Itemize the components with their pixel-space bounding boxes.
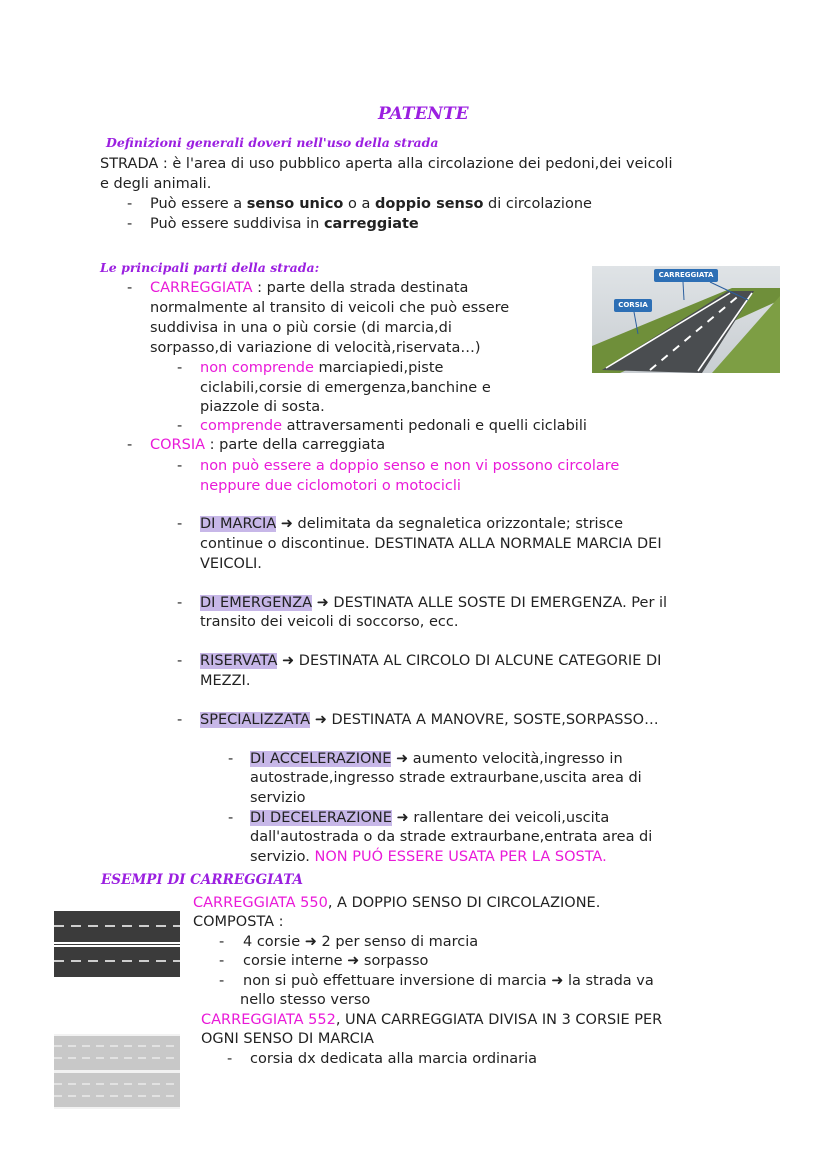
parts-heading: Le principali parti della strada: [100,260,320,275]
esempio-bullet-4-corsie: 4 corsie ➜ 2 per senso di marcia [243,934,479,950]
page-title: PATENTE [378,104,469,124]
riservata-line2: MEZZI. [200,673,251,689]
carreggiata-def-line4: sorpasso,di variazione di velocità,riservata…) [150,340,481,356]
decelerazione-line2: dall'autostrada o da strade extraurbane,entrata area di [250,829,653,845]
strada-bullet-carreggiate: Può essere suddivisa in carreggiate [150,216,419,232]
composta-label: COMPOSTA : [193,914,284,930]
strada-definition-line2: e degli animali. [100,176,212,192]
di-marcia-line1: DI MARCIA ➜ delimitata da segnaletica orizzontale; strisce [200,516,624,532]
carreggiata-def-line3: suddivisa in una o più corsie (di marcia,di [150,320,452,336]
decelerazione-line3: servizio. NON PUÓ ESSERE USATA PER LA SOSTA. [250,849,607,865]
strada-bullet-senso: Può essere a senso unico o a doppio senso di circolazione [150,196,592,212]
corsia-note-line2: neppure due ciclomotori o motocicli [200,478,461,494]
esempio-bullet-inversione-line2: nello stesso verso [240,992,371,1008]
non-comprende-line3: piazzole di sosta. [200,399,325,415]
esempio-bullet-corsia-dx: corsia dx dedicata alla marcia ordinaria [250,1051,538,1067]
non-comprende-line2: ciclabili,corsie di emergenza,banchine e [200,380,491,396]
image-label-carreggiata: CARREGGIATA [658,271,714,279]
decelerazione-line1: DI DECELERAZIONE ➜ rallentare dei veicoli,uscita [250,810,610,826]
image-label-corsia: CORSIA [618,301,648,309]
esempi-heading: ESEMPI DI CARREGGIATA [101,872,303,888]
di-marcia-line3: VEICOLI. [200,556,262,572]
riservata-line1: RISERVATA ➜ DESTINATA AL CIRCOLO DI ALCUNE CATEGORIE DI [200,653,662,669]
comprende-line: comprende attraversamenti pedonali e quelli ciclabili [200,418,587,434]
carreggiata-552-line2: OGNI SENSO DI MARCIA [201,1031,374,1047]
corsia-note-line1: non può essere a doppio senso e non vi possono circolare [200,458,620,474]
carreggiata-def-line1: CARREGGIATA : parte della strada destinata [150,280,469,296]
accelerazione-line3: servizio [250,790,306,806]
carreggiata-552-illustration [54,1034,180,1109]
strada-definition-line1: STRADA : è l'area di uso pubblico aperta alla circolazione dei pedoni,dei veicoli [100,156,673,172]
non-comprende-line1: non comprende marciapiedi,piste [200,360,444,376]
accelerazione-line1: DI ACCELERAZIONE ➜ aumento velocità,ingresso in [250,751,623,767]
esempio-bullet-corsie-interne: corsie interne ➜ sorpasso [243,953,429,969]
carreggiata-550-line: CARREGGIATA 550, A DOPPIO SENSO DI CIRCOLAZIONE. [193,895,601,911]
specializzata-line: SPECIALIZZATA ➜ DESTINATA A MANOVRE, SOSTE,SORPASSO… [200,712,659,728]
accelerazione-line2: autostrade,ingresso strade extraurbane,uscita area di [250,770,642,786]
carreggiata-552-line1: CARREGGIATA 552, UNA CARREGGIATA DIVISA IN 3 CORSIE PER [201,1012,663,1028]
intro-subtitle: Definizioni generali doveri nell'uso della strada [106,135,439,150]
di-marcia-line2: continue o discontinue. DESTINATA ALLA NORMALE MARCIA DEI [200,536,662,552]
corsia-def: CORSIA : parte della carreggiata [150,437,386,453]
esempio-bullet-inversione-line1: non si può effettuare inversione di marcia ➜ la strada va [243,973,654,989]
di-emergenza-line1: DI EMERGENZA ➜ DESTINATA ALLE SOSTE DI EMERGENZA. Per il [200,595,668,611]
carreggiata-def-line2: normalmente al transito di veicoli che può essere [150,300,510,316]
road-illustration [592,266,780,373]
carreggiata-550-illustration [54,909,180,979]
di-emergenza-line2: transito dei veicoli di soccorso, ecc. [200,614,459,630]
